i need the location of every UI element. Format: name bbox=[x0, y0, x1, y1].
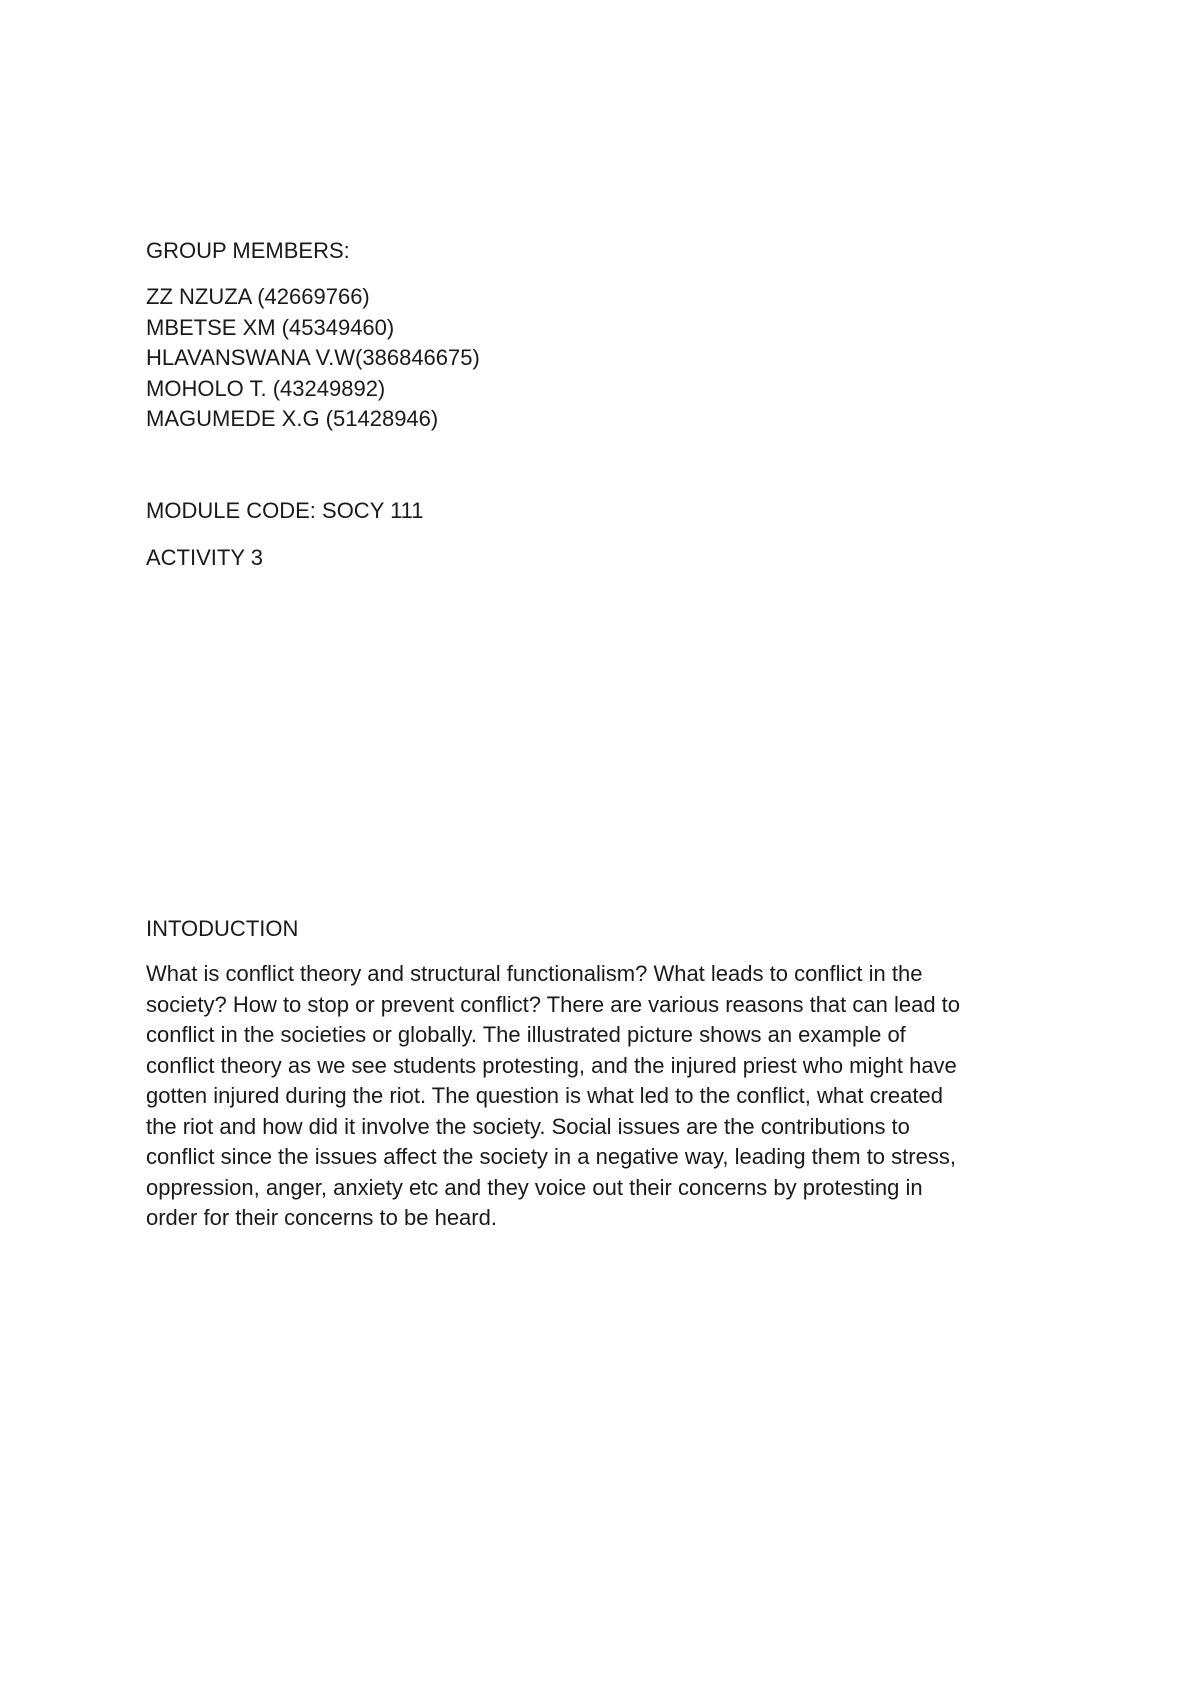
paragraph-line: conflict in the societies or globally. The illustrated picture shows an example of bbox=[146, 1022, 906, 1047]
member-entry: MBETSE XM (45349460) bbox=[146, 314, 395, 340]
paragraph-line: oppression, anger, anxiety etc and they voice out their concerns by protesting in bbox=[146, 1174, 923, 1200]
group-members-list bbox=[146, 282, 1076, 435]
group-members-heading: GROUP MEMBERS: bbox=[146, 238, 350, 263]
paragraph-line: gotten injured during the riot. The question is what led to the conflict, what created bbox=[146, 1083, 943, 1108]
introduction-paragraph bbox=[146, 959, 1076, 1234]
module-code: MODULE CODE: SOCY 111 bbox=[146, 498, 424, 523]
activity-label: ACTIVITY 3 bbox=[146, 545, 263, 570]
introduction-heading: INTODUCTION bbox=[146, 916, 299, 941]
paragraph-line: the riot and how did it involve the society. Social issues are the contributions to bbox=[146, 1113, 910, 1139]
member-entry: HLAVANSWANA V.W(386846675) bbox=[146, 345, 480, 370]
paragraph-line: conflict since the issues affect the society in a negative way, leading them to stress, bbox=[146, 1144, 956, 1169]
paragraph-line: order for their concerns to be heard. bbox=[146, 1205, 497, 1230]
paragraph-line: What is conflict theory and structural functionalism? What leads to conflict in the bbox=[146, 961, 923, 986]
member-entry: MOHOLO T. (43249892) bbox=[146, 375, 386, 401]
member-entry: MAGUMEDE X.G (51428946) bbox=[146, 406, 439, 431]
member-entry: ZZ NZUZA (42669766) bbox=[146, 284, 370, 309]
paragraph-line: society? How to stop or prevent conflict? There are various reasons that can lead to bbox=[146, 991, 961, 1017]
paragraph-line: conflict theory as we see students protesting, and the injured priest who might have bbox=[146, 1052, 957, 1078]
